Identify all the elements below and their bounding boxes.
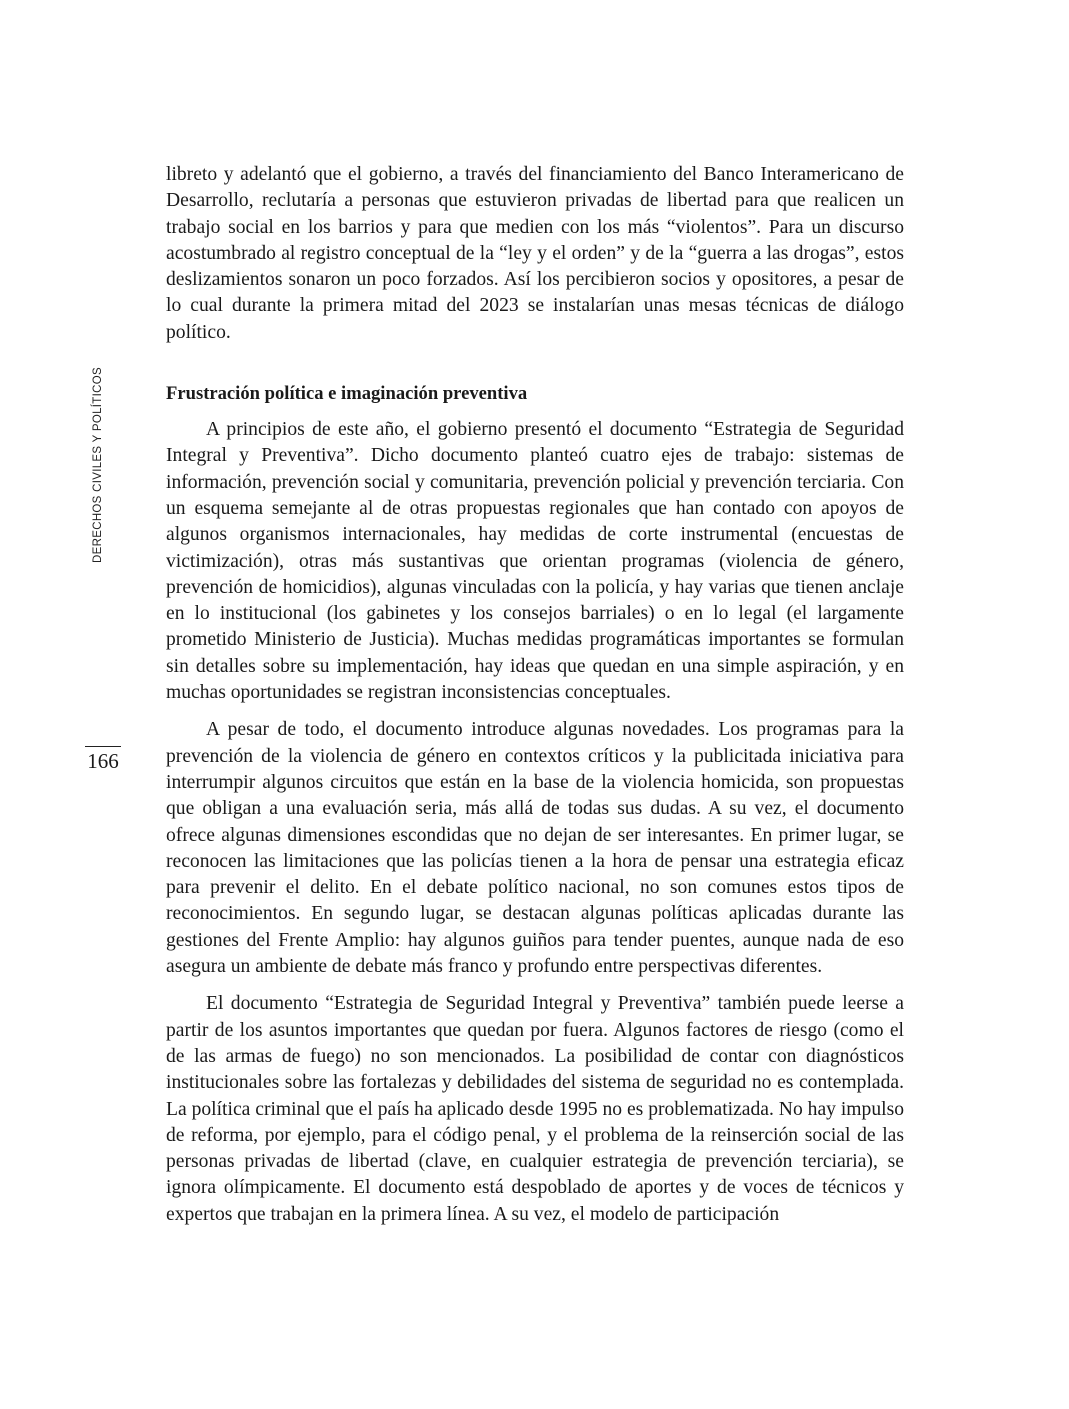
page-body xyxy=(166,162,904,1228)
paragraph: El documento “Estrategia de Seguridad Integral y Preventiva” también puede leerse a partir de los asuntos importantes que quedan por fuera. Algunos factores de riesgo (como el de las armas de fuego) no son mencionados. La posibilidad de contar con diagnósticos institucionales sobre las fortalezas y debilidades del sistema de seguridad no es contemplada. La política criminal que el país ha aplicado desde 1995 no es problematizada. No hay impulso de reforma, por ejemplo, para el código penal, y el problema de la reinserción social de las personas privadas de libertad (clave, en cualquier estrategia de prevención terciaria), se ignora olímpicamente. El documento está despoblado de aportes y de voces de técnicos y expertos que trabajan en la primera línea. A su vez, el modelo de participación xyxy=(166,993,904,1225)
paragraph-continued: libreto y adelantó que el gobierno, a través del financiamiento del Banco Interamericano de Desarrollo, reclutaría a personas que estuvieron privadas de libertad para que realicen un trabajo social en los barrios y para que medien con los más “violentos”. Para un discurso acostumbrado al registro conceptual de la “ley y el orden” y de la “guerra a las drogas”, estos deslizamientos sonaron un poco forzados. Así los percibieron socios y opositores, a pesar de lo cual durante la primera mitad del 2023 se instalarían unas mesas técnicas de diálogo político. xyxy=(166,164,904,343)
page-number-rule xyxy=(85,746,121,747)
section-heading: Frustración política e imaginación preventiva xyxy=(166,383,528,405)
running-header: DERECHOS CIVILES Y POLÍTICOS xyxy=(92,367,104,563)
paragraph: A principios de este año, el gobierno presentó el documento “Estrategia de Seguridad Integral y Preventiva”. Dicho documento planteó cuatro ejes de trabajo: sistemas de información, prevención social y comunitaria, prevención policial y prevención terciaria. Con un esquema semejante al de otras propuestas regionales que han contado con apoyos de algunos organismos internacionales, hay medidas de corte instrumental (encuestas de victimización), otras más sustantivas que orientan programas (violencia de género, prevención de homicidios), algunas vinculadas con la policía, y hay varias que tienen anclaje en lo institucional (los gabinetes y los consejos barriales) o en lo legal (el largamente prometido Ministerio de Justicia). Muchas medidas programáticas importantes se formulan sin detalles sobre su implementación, hay ideas que quedan en una simple aspiración, y en muchas oportunidades se registran inconsistencias conceptuales. xyxy=(166,419,904,704)
page-number: 166 xyxy=(87,749,119,773)
paragraph: A pesar de todo, el documento introduce algunas novedades. Los programas para la prevención de la violencia de género en contextos críticos y la publicitada iniciativa para interrumpir algunos circuitos que están en la base de la violencia homicida, son propuestas que obligan a una evaluación seria, más allá de todas sus dudas. A su vez, el documento ofrece algunas dimensiones escondidas que no dejan de ser interesantes. En primer lugar, se reconocen las limitaciones que las policías tienen a la hora de pensar una estrategia eficaz para prevenir el delito. En el debate político nacional, no son comunes estos tipos de reconocimientos. En segundo lugar, se destacan algunas políticas aplicadas durante las gestiones del Frente Amplio: hay algunos guiños para tender puentes, aunque nada de eso asegura un ambiente de debate más franco y profundo entre perspectivas diferentes. xyxy=(166,719,904,978)
